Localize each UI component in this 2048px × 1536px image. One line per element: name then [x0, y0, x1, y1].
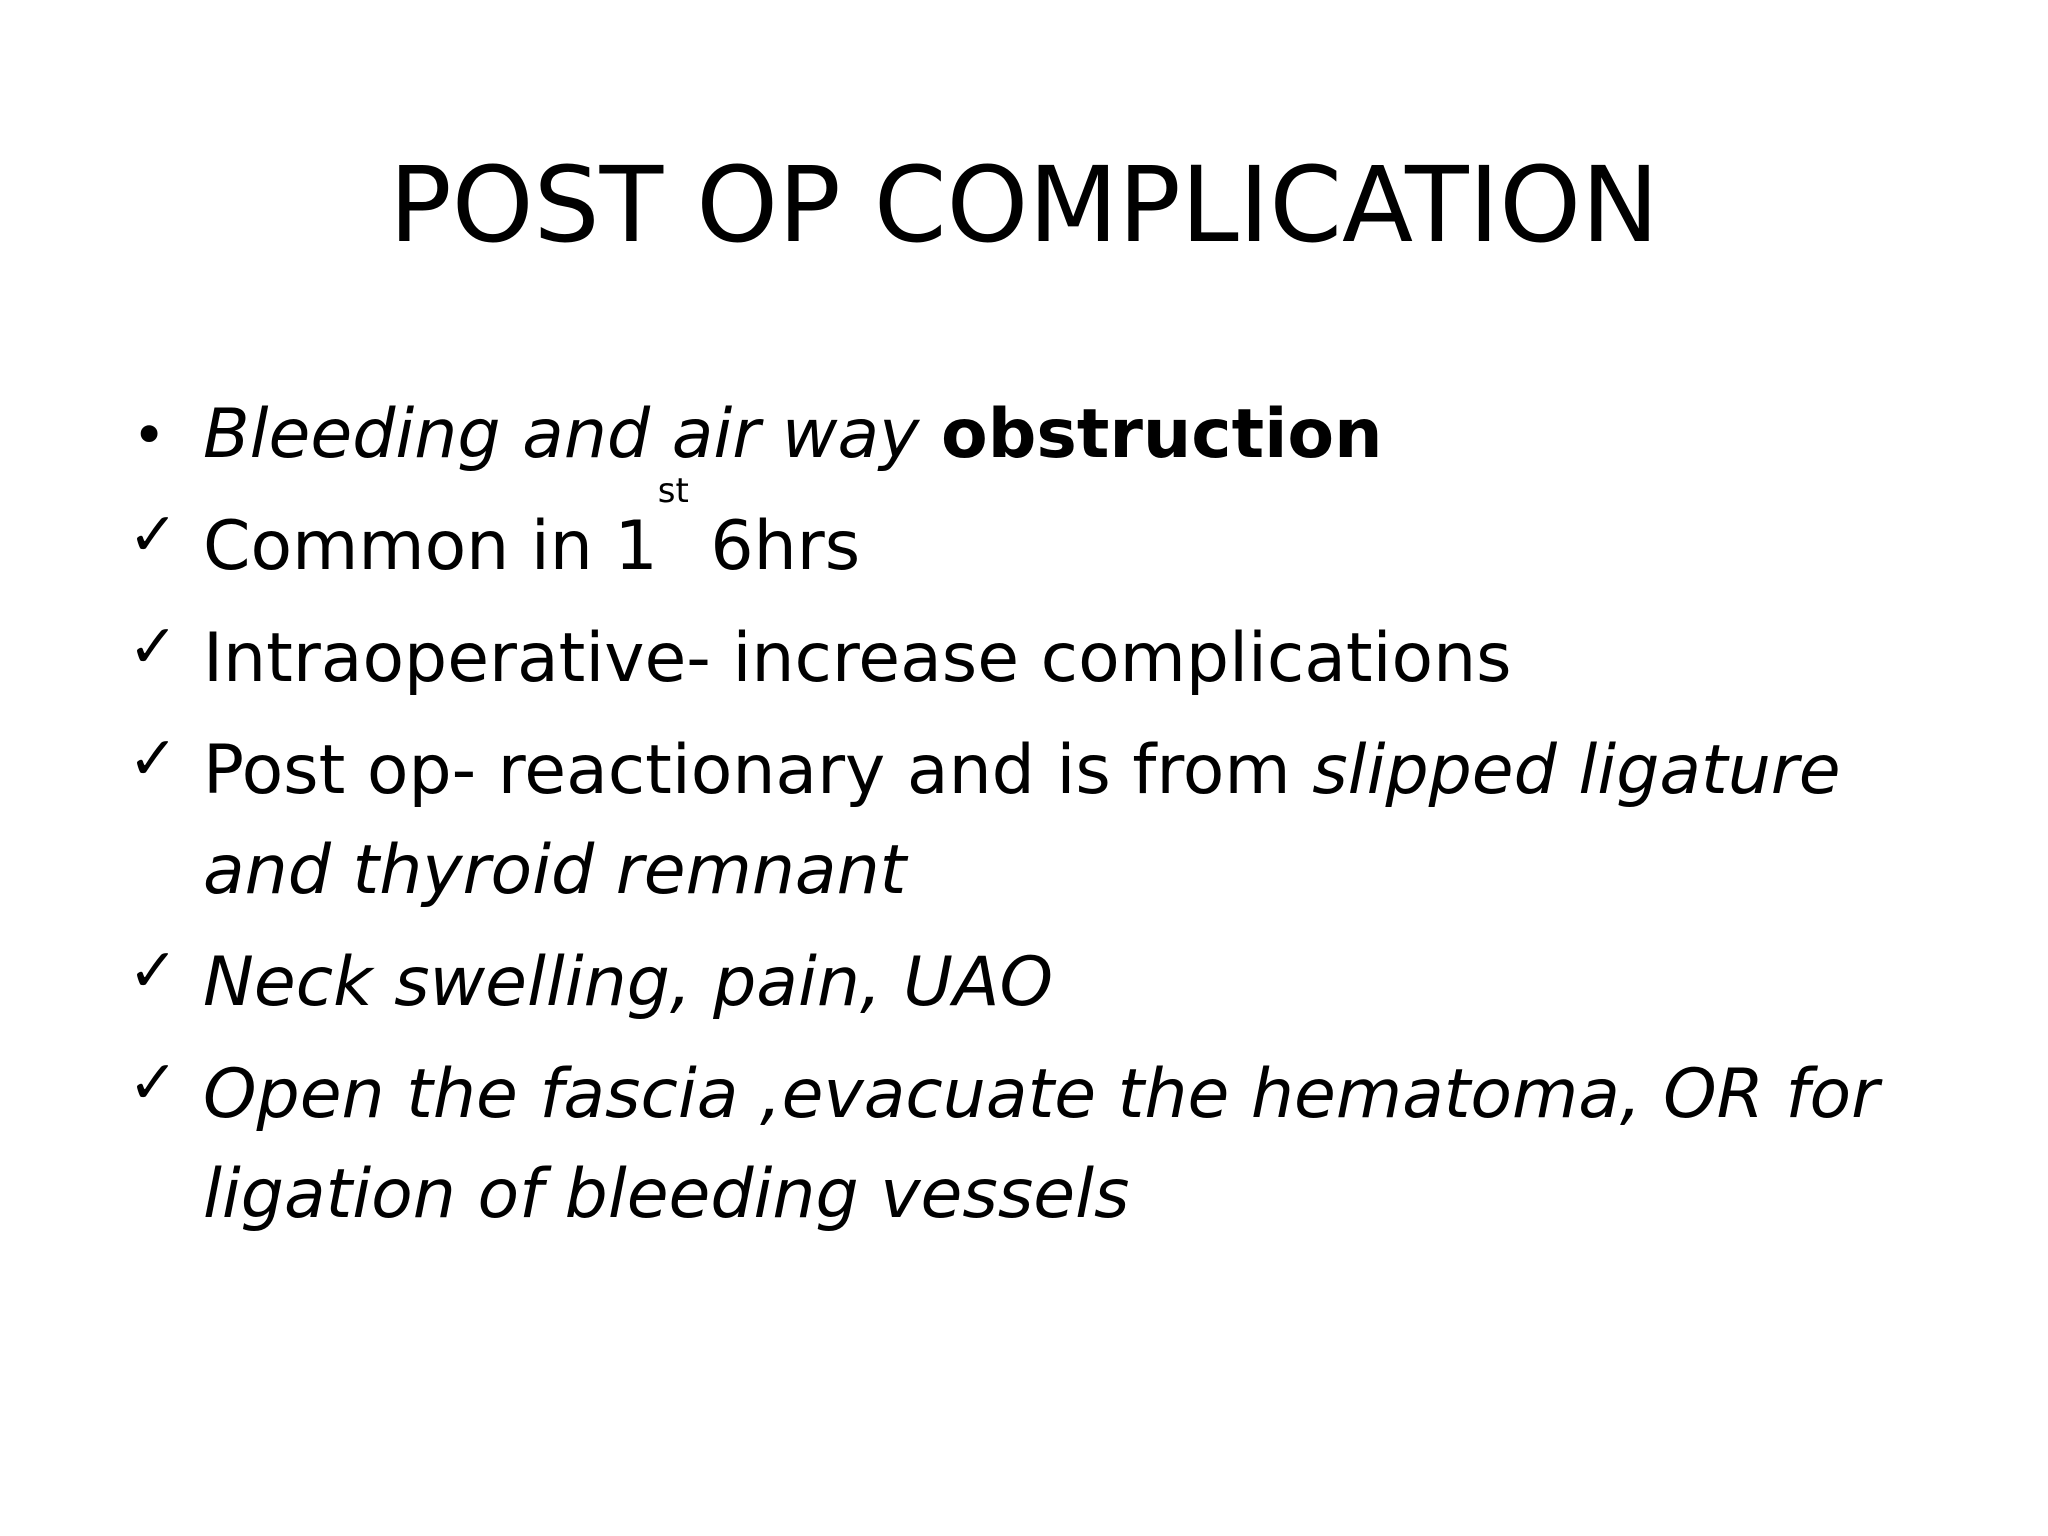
- check-item-text-after: 6hrs: [688, 507, 861, 586]
- checkmark-icon: ✓: [128, 500, 179, 570]
- check-item-open-fascia: [128, 1045, 1948, 1245]
- checkmark-icon: ✓: [128, 724, 179, 794]
- check-item-italic-text: Neck swelling, pain, UAO: [203, 943, 1053, 1022]
- checkmark-icon: ✓: [128, 612, 179, 682]
- check-item-italic-text: Open the fascia ,evacuate the hematoma, OR for ligation of bleeding vessels: [203, 1055, 1880, 1234]
- bullet-marker: •: [132, 401, 167, 469]
- bullet-item-bleeding: [128, 385, 1948, 485]
- check-item-neck-swelling: [128, 933, 1948, 1033]
- check-item-common: [128, 471, 1948, 597]
- bullet-italic-text: Bleeding and air way: [203, 395, 941, 474]
- bullet-bold-text: obstruction: [940, 395, 1383, 474]
- check-item-italic-text: slipped ligature and thyroid remnant: [203, 731, 1841, 910]
- slide-title: POST OP COMPLICATION: [389, 144, 1659, 266]
- check-item-text: Common in 1: [203, 507, 658, 586]
- checkmark-icon: ✓: [128, 1048, 179, 1118]
- superscript-st: st: [657, 471, 689, 511]
- check-item-post-op: [128, 721, 1948, 921]
- check-item-text: Post op- reactionary and is from: [203, 731, 1313, 810]
- slide-content: [128, 385, 1948, 1257]
- check-item-intraoperative: [128, 609, 1948, 709]
- checkmark-icon: ✓: [128, 936, 179, 1006]
- check-item-text: Intraoperative- increase complications: [203, 619, 1512, 698]
